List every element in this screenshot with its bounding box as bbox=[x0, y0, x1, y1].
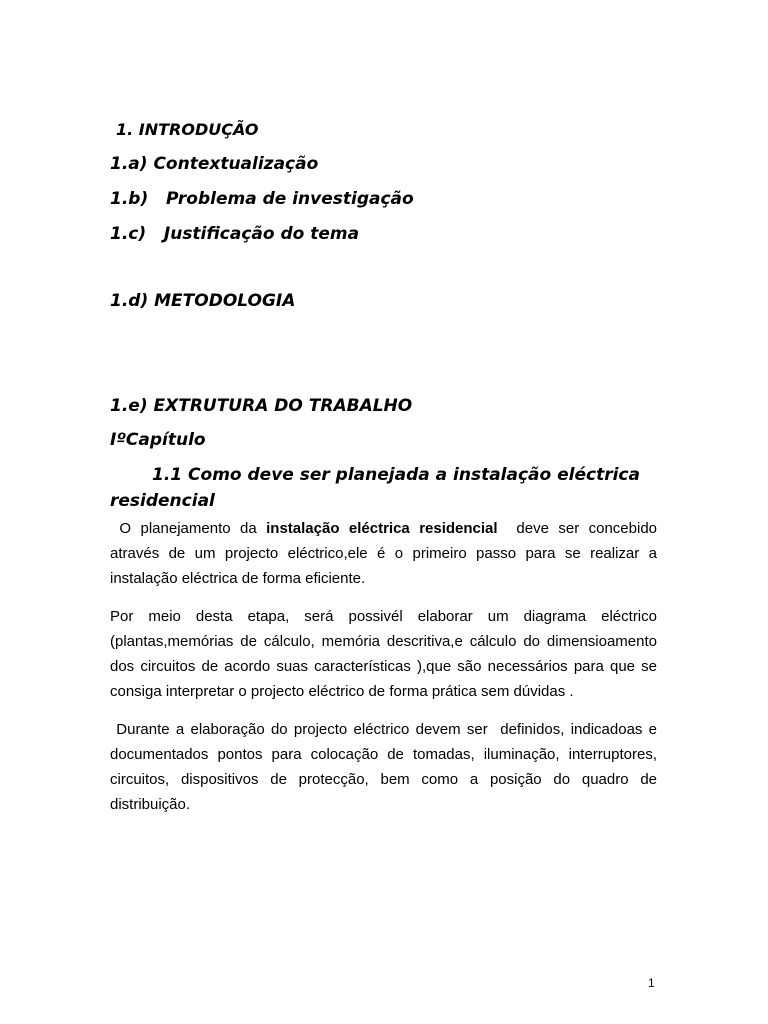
heading-contextualizacao: 1.a) Contextualização bbox=[110, 154, 319, 174]
section-title-line2: residencial bbox=[110, 491, 215, 511]
heading-metodologia: 1.d) METODOLOGIA bbox=[110, 291, 296, 311]
paragraph-3: Durante a elaboração do projecto eléctrico devem ser definidos, indicadoas e documentados pontos para colocação de tomadas, iluminação, interruptores, circuitos, dispositivos de protecção, bem como a posição do quadro de distribuição. bbox=[110, 721, 662, 813]
paragraph-2: Por meio desta etapa, será possivél elaborar um diagrama eléctrico (plantas,memórias de cálculo, memória descritiva,e cálculo do dimensioamento dos circuitos de acordo suas características ),que são necessários para que se consiga interpretar o projecto eléctrico de forma prática sem dúvidas . bbox=[110, 608, 657, 700]
page-number: 1 bbox=[648, 976, 655, 990]
heading-justificacao-tema: 1.c) Justificação do tema bbox=[110, 224, 360, 244]
heading-introducao: 1. INTRODUÇÃO bbox=[116, 120, 259, 139]
section-title-line1: 1.1 Como deve ser planejada a instalação eléctrica bbox=[152, 465, 640, 485]
paragraph-1 bbox=[110, 516, 662, 591]
heading-problema-investigacao: 1.b) Problema de investigação bbox=[110, 189, 414, 209]
heading-capitulo: IºCapítulo bbox=[110, 430, 206, 450]
paragraph-1-start: O planejamento da bbox=[110, 520, 267, 537]
paragraph-1-bold: instalação eléctrica residencial bbox=[266, 520, 498, 537]
heading-estrutura-trabalho: 1.e) EXTRUTURA DO TRABALHO bbox=[110, 396, 413, 416]
paragraph-1-end: deve ser concebido através de um projecto eléctrico,ele é o primeiro passo para se realizar a instalação eléctrica de forma eficiente. bbox=[110, 520, 662, 587]
